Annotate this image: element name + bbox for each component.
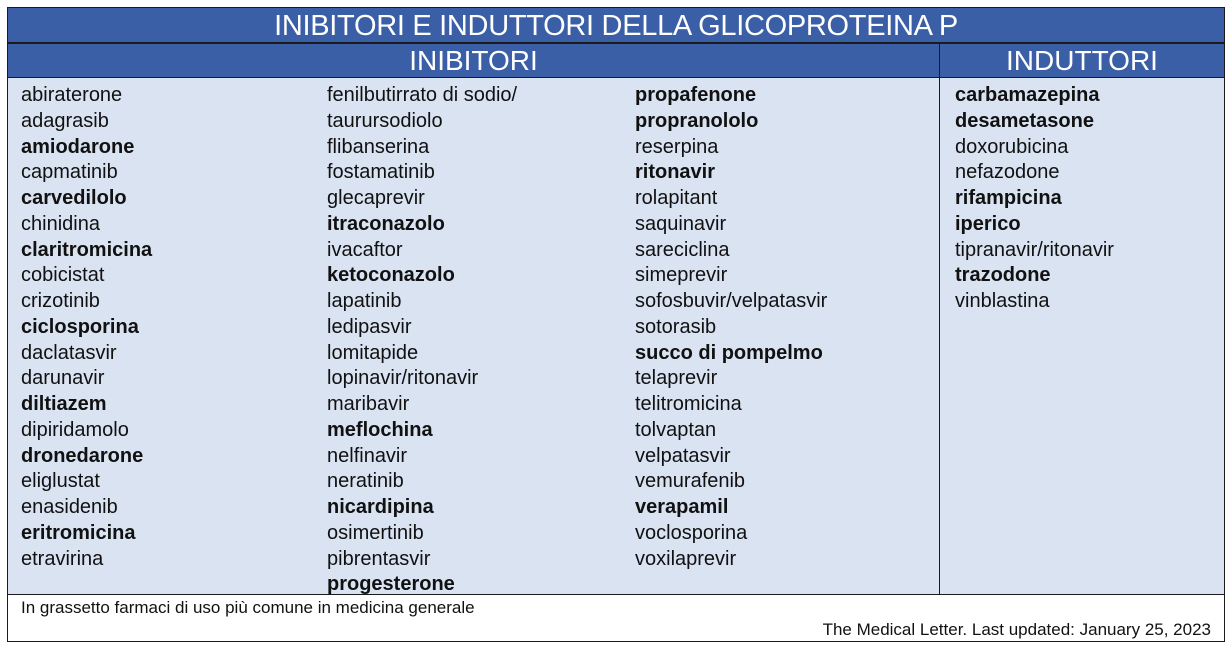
drug-item: verapamil: [635, 496, 729, 518]
drug-item: amiodarone: [21, 135, 135, 158]
inibitori-header: INIBITORI: [8, 44, 940, 78]
drug-item: fenilbutirrato di sodio/: [327, 84, 518, 106]
drug-item: desametasone: [955, 109, 1094, 132]
drug-item: ketoconazolo: [327, 264, 455, 287]
drug-item: trazodone: [955, 264, 1051, 287]
inibitori-column-1: [21, 83, 152, 572]
drug-item: rolapitant: [635, 187, 718, 209]
drug-item: fostamatinib: [327, 161, 435, 184]
drug-item: propranololo: [635, 109, 759, 132]
drug-item: vinblastina: [955, 290, 1050, 312]
inibitori-column-2: [327, 83, 517, 598]
drug-item: rifampicina: [955, 187, 1062, 209]
drug-item: enasidenib: [21, 496, 118, 518]
drug-item: dronedarone: [21, 444, 144, 467]
drug-item: darunavir: [21, 367, 105, 390]
drug-item: dipiridamolo: [21, 418, 129, 441]
drug-item: carvedilolo: [21, 187, 127, 209]
drug-item: diltiazem: [21, 393, 107, 415]
drug-item: vemurafenib: [635, 470, 746, 493]
drug-item: itraconazolo: [327, 212, 445, 235]
drug-item: simeprevir: [635, 264, 728, 287]
drug-item: claritromicina: [21, 238, 153, 261]
drug-item: adagrasib: [21, 109, 109, 132]
drug-item: flibanserina: [327, 135, 430, 158]
induttori-column: [955, 83, 1114, 315]
drug-item: ledipasvir: [327, 315, 412, 338]
drug-item: abiraterone: [21, 84, 123, 106]
drug-item: sareciclina: [635, 238, 730, 261]
drug-item: capmatinib: [21, 161, 118, 184]
drug-item: ciclosporina: [21, 315, 139, 338]
bold-legend-note: In grassetto farmaci di uso più comune in medicina generale: [21, 598, 475, 617]
drug-item: succo di pompelmo: [635, 341, 823, 364]
drug-item: velpatasvir: [635, 444, 731, 467]
drug-item: carbamazepina: [955, 84, 1100, 106]
drug-item: reserpina: [635, 135, 719, 158]
table-title: INIBITORI E INDUTTORI DELLA GLICOPROTEINA P: [8, 8, 1224, 44]
drug-item: ivacaftor: [327, 238, 403, 261]
drug-item: propafenone: [635, 84, 757, 106]
drug-item: lapatinib: [327, 290, 402, 312]
drug-item: maribavir: [327, 393, 410, 415]
drug-item: saquinavir: [635, 212, 727, 235]
table-footer: [8, 595, 1224, 641]
drug-item: pibrentasvir: [327, 547, 431, 570]
drug-item: cobicistat: [21, 264, 105, 287]
drug-item: telaprevir: [635, 367, 718, 390]
source-credit: The Medical Letter. Last updated: January 25, 2023: [822, 620, 1211, 639]
drug-table: [7, 7, 1225, 642]
drug-item: meflochina: [327, 418, 433, 441]
induttori-header: INDUTTORI: [940, 44, 1224, 78]
drug-item: chinidina: [21, 212, 100, 235]
drug-item: sotorasib: [635, 315, 717, 338]
drug-item: progesterone: [327, 573, 455, 596]
drug-item: ritonavir: [635, 161, 716, 184]
drug-item: nefazodone: [955, 161, 1060, 184]
drug-item: daclatasvir: [21, 341, 117, 364]
drug-item: eritromicina: [21, 521, 136, 544]
drug-item: nicardipina: [327, 496, 434, 518]
induttori-section: [940, 78, 1224, 595]
drug-item: etravirina: [21, 547, 104, 570]
drug-item: taurursodiolo: [327, 109, 443, 132]
drug-item: iperico: [955, 212, 1021, 235]
drug-item: neratinib: [327, 470, 404, 493]
drug-item: crizotinib: [21, 290, 100, 312]
drug-item: sofosbuvir/velpatasvir: [635, 290, 828, 312]
drug-item: telitromicina: [635, 393, 742, 415]
drug-item: tolvaptan: [635, 418, 717, 441]
drug-item: lomitapide: [327, 341, 419, 364]
drug-item: tipranavir/ritonavir: [955, 238, 1114, 261]
drug-item: nelfinavir: [327, 444, 408, 467]
drug-item: doxorubicina: [955, 135, 1069, 158]
inibitori-column-3: [635, 83, 827, 572]
drug-item: glecaprevir: [327, 187, 425, 209]
drug-item: osimertinib: [327, 521, 424, 544]
drug-item: lopinavir/ritonavir: [327, 367, 479, 390]
inibitori-section: [8, 78, 940, 595]
drug-item: eliglustat: [21, 470, 100, 493]
drug-item: voxilaprevir: [635, 547, 737, 570]
drug-item: voclosporina: [635, 521, 748, 544]
